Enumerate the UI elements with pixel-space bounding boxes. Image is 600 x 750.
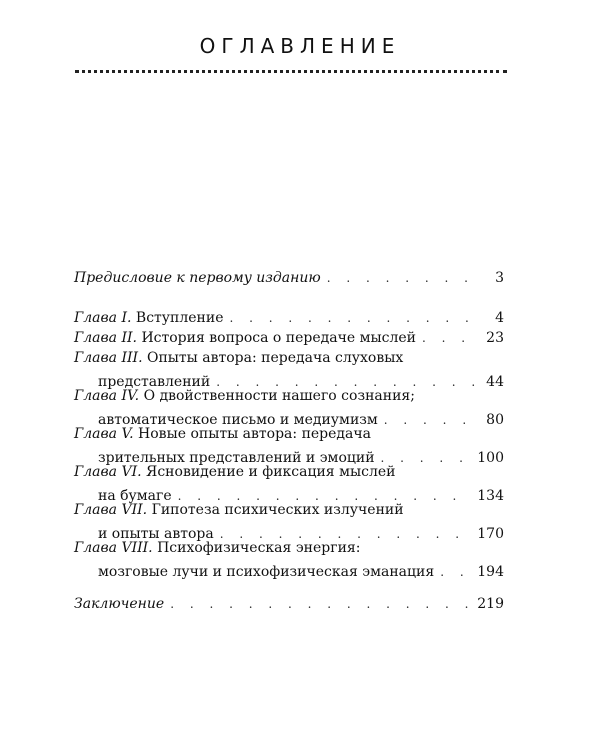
toc-entry-label: Предисловие к первому изданию [74,270,321,286]
toc-page-number: 194 [477,564,504,580]
toc-entry-title: История вопроса о передаче мыслей [141,330,417,346]
toc-entry-label: Глава III. [74,350,143,366]
toc-entry-label: Глава VIII. [74,540,153,556]
toc-page-number: 134 [477,488,504,504]
toc-entry-title: Психофизическая энергия: [157,540,361,556]
toc-page-number: 100 [477,450,504,466]
leader-dots [327,266,484,290]
leader-dots [170,592,471,616]
page-title: ОГЛАВЛЕНИЕ [199,34,401,58]
toc-page-number: 219 [477,596,504,612]
toc-entry [74,266,504,290]
toc-entry-title-continuation: автоматическое письмо и медиумизм [98,412,378,428]
toc-page-number: 44 [486,374,504,390]
leader-dots [440,560,471,584]
toc-entry-title: Опыты автора: передача слуховых [146,350,404,366]
toc-entry [74,592,504,616]
toc-entry-title: Вступление [135,310,224,326]
toc-entry-title: Новые опыты автора: передача [138,426,371,442]
toc-page-number: 23 [486,330,504,346]
toc-entry-title: Гипотеза психических излучений [151,502,404,518]
toc-entry-label: Глава II. [74,330,137,346]
toc-entry-title-continuation: зрительных представлений и эмоций [98,450,375,466]
toc-page-number: 80 [486,412,504,428]
toc-entry-label: Глава VII. [74,502,148,518]
toc-entry-title-continuation: на бумаге [98,488,172,504]
toc-entry-title-continuation: и опыты автора [98,526,214,542]
toc-entry-title: Ясновидение и фиксация мыслей [146,464,396,480]
toc-entry-label: Заключение [74,596,165,612]
toc-entry-title-continuation: мозговые лучи и психофизическая эманация [98,564,435,580]
toc-entry-label: Глава IV. [74,388,140,404]
toc-entry-title: О двойственности нашего сознания; [143,388,415,404]
toc-entry [74,536,504,584]
toc-page-number: 170 [477,526,504,542]
toc-entry-label: Глава V. [74,426,134,442]
toc-entry-label: Глава VI. [74,464,142,480]
toc-page-number: 3 [495,270,504,286]
toc-entry-title-continuation: представлений [98,374,211,390]
title-divider [75,70,507,73]
toc-page-number: 4 [495,310,504,326]
toc-entry-label: Глава I. [74,310,132,326]
